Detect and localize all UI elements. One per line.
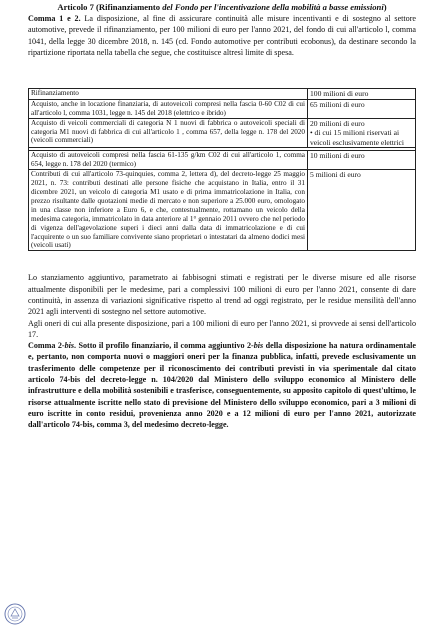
table-header-left: Rifinanziamento <box>29 89 308 99</box>
paragraph-stanziamento: Lo stanziamento aggiuntivo, parametrato ai fabbisogni stimati e registrati per le diverse misure ed alle risorse attualmente disponibili per le medesime, pari a complessivi 100 milioni di euro per l'anno 2021, consente di dare continuità, in assenza di variazioni significative rispetto al trend ad oggi registrato, per le residue mensilità dell'anno 2021 agli interventi di sostegno nel settore automotive. <box>28 273 416 317</box>
paragraph-body: della disposizione ha natura ordinamentale e, pertanto, non comporta nuovi o maggiori oneri per la finanza pubblica, infatti, prevede esclusivamente un trasferimento delle competenze per il riconoscimento dei contributi previsti in via sperimentale dal citato articolo 74-bis del decreto-legge n. 104/2020 dal Ministero dello sviluppo economico al Ministero delle infrastrutture e della mobilità sostenibili e trasferisce, conseguentemente, su apposito capitolo di quest'ultimo, le risorse attualmente iscritte nello stato di previsione del Ministero dello sviluppo economico, pari a 3 milioni di euro iscritte in conto residui, provenienza anno 2020 e a 12 milioni di euro per l'anno 2021, autorizzate dall'articolo 74-bis, comma 3, del medesimo decreto-legge. <box>28 341 417 430</box>
table-cell-description: Contributi di cui all'articolo 73-quinquies, comma 2, lettera d), del decreto-legge 25 maggio 2021, n. 73: contributi destinati alle persone fisiche che acquistano in Italia, entro il 31 dicembre 2021, un veicolo di categoria M1 usato e di prima immatricolazione in Italia, con prezzo risultante dalle quotazioni medie di mercato e non superiore a 25.000 euro, omologato in una classe non inferiore a Euro 6, e che, contestualmente, rottamano un veicolo della medesima categoria, immatricolato in data anteriore al 1° gennaio 2011 ovvero che nel periodo di vigenza dell'agevolazione superi i dieci anni dalla data di immatricolazione e di cui l'acquirente o un suo familiare convivente siano proprietari o intestatari da almeno dodici mesi (veicoli usati) <box>29 170 308 250</box>
table-cell-amount <box>308 119 415 148</box>
table-cell-description: Acquisto di veicoli commerciali di categoria N 1 nuovi di fabbrica o autoveicoli speciali di categoria M1 nuovi di fabbrica di cui all'articolo 1 , comma 657, della legge n. 178 del 2020 (veicoli commerciali) <box>29 119 308 148</box>
table-row <box>29 169 415 250</box>
paragraph-oneri: Agli oneri di cui alla presente disposizione, pari a 100 milioni di euro per l'anno 2021, si provvede ai sensi dell'articolo 17. <box>28 318 416 339</box>
comma-lead: Comma 1 e 2. <box>28 14 81 23</box>
amount-value: 65 milioni di euro <box>310 99 365 109</box>
comma-lead-a: Comma 2- <box>28 341 65 351</box>
table-cell-amount <box>308 151 415 169</box>
paragraph-comma-1-2 <box>28 13 416 58</box>
amount-note: • di cui 15 milioni riservati ai veicoli esclusivamente elettrici <box>310 128 405 147</box>
table-row <box>29 150 415 169</box>
article-number: Articolo 7 <box>57 2 94 12</box>
document-page <box>28 2 416 431</box>
comma-lead-d: bis <box>253 341 264 351</box>
table-row <box>29 118 415 149</box>
table-cell-description: Acquisto, anche in locazione finanziaria, di autoveicoli compresi nella fascia 0-60 C02 di cui all'articolo l, comma 1031, legge n. 145 del 2018 (elettrico e ibrido) <box>29 100 308 118</box>
article-subtitle-open: (Rifinanziamento <box>93 2 163 12</box>
article-subtitle-italic: del Fondo per l'incentivazione della mobilità a basse emissioni <box>162 2 384 12</box>
paragraph-comma-2-bis <box>28 340 416 430</box>
ministry-seal-icon <box>4 603 26 625</box>
table-header-right: 100 milioni di euro <box>310 89 369 99</box>
article-title <box>28 2 416 13</box>
amount-value: 10 milioni di euro <box>310 151 365 161</box>
amount-value: 5 milioni di euro <box>310 170 361 180</box>
comma-lead-b: bis <box>64 341 75 351</box>
comma-lead-c: . Sotto il profilo finanziario, il comma aggiuntivo 2- <box>74 341 254 351</box>
table-cell-description: Acquisto di autoveicoli compresi nella fascia 61-135 g/km C02 di cui all'articolo 1, comma 654, legge n. 178 del 2020 (termico) <box>29 151 308 169</box>
paragraph-body: La disposizione, al fine di assicurare continuità alle misure incentivanti e di sostegno al settore automotive, prevede il rifinanziamento, per 100 milioni di euro per l'anno 2021, del fondo di cui all'articolo l, comma 1041, della legge 30 dicembre 2018, n. 145 (cd. Fondo automotive per contributi ecobonus), da destinare secondo la ripartizione riportata nella tabella che segue, che costituisce altresì limite di spesa. <box>28 14 416 57</box>
table-cell-amount <box>308 100 415 118</box>
table-header-row <box>29 89 415 99</box>
table-row <box>29 99 415 118</box>
article-subtitle-close: ) <box>383 2 387 12</box>
funding-table <box>28 88 416 251</box>
amount-value: 20 milioni di euro <box>310 118 365 128</box>
table-cell-amount <box>308 170 415 250</box>
